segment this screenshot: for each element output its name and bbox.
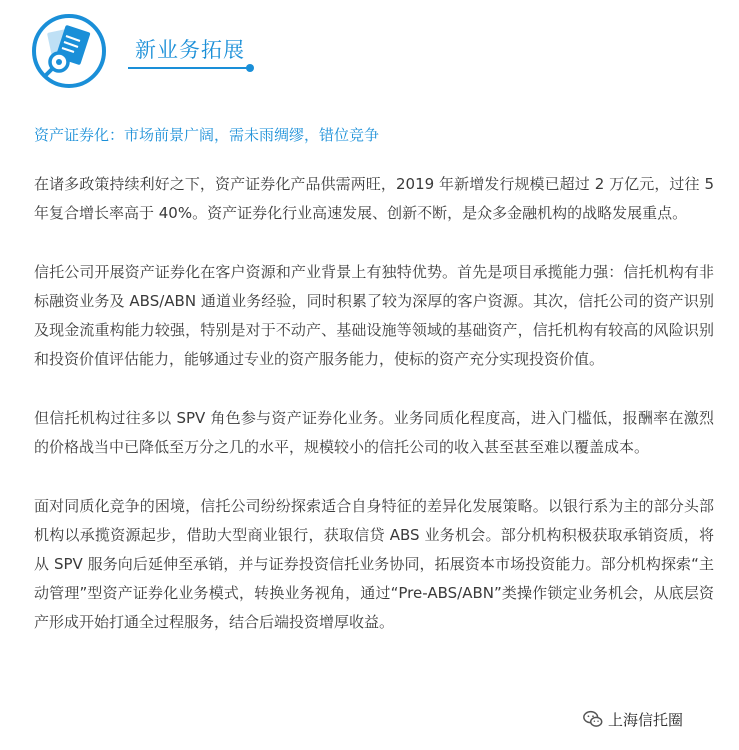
article-body (34, 170, 714, 667)
section-subtitle: 资产证券化：市场前景广阔，需未雨绸缪，错位竞争 (34, 126, 380, 144)
section-title: 新业务拓展 (135, 38, 245, 62)
wechat-icon (582, 708, 604, 730)
title-underline (128, 67, 250, 69)
paragraph: 但信托机构过往多以 SPV 角色参与资产证券化业务。业务同质化程度高，进入门槛低，报酬率在激烈的价格战当中已降低至万分之几的水平，规模较小的信托公司的收入甚至甚至难以覆盖成本。 (34, 409, 714, 456)
watermark-text: 上海信托圈 (608, 710, 684, 729)
paragraph: 面对同质化竞争的困境，信托公司纷纷探索适合自身特征的差异化发展策略。以银行系为主的部分头部机构以承揽资源起步，借助大型商业银行，获取信贷 ABS 业务机会。部分机构积极获取承销资质，将从 SPV 服务向后延伸至承销，并与证券投资信托业务协同，拓展资本市场投资能力。部分机构探索“主动管理”型资产证券化业务模式，转换业务视角，通过“Pre-ABS/ABN”类操作锁定业务机会，从底层资产形成开始打通全过程服务，结合后端投资增厚收益。 (34, 497, 714, 631)
watermark (578, 706, 687, 732)
document-search-icon (30, 12, 108, 90)
paragraph: 在诸多政策持续利好之下，资产证券化产品供需两旺，2019 年新增发行规模已超过 2 万亿元，过往 5 年复合增长率高于 40%。资产证券化行业高速发展、创新不断，是众多金融机构的战略发展重点。 (34, 175, 714, 222)
paragraph: 信托公司开展资产证券化在客户资源和产业背景上有独特优势。首先是项目承揽能力强：信托机构有非标融资业务及 ABS/ABN 通道业务经验，同时积累了较为深厚的客户资源。其次，信托公司的资产识别及现金流重构能力较强，特别是对于不动产、基础设施等领域的基础资产，信托机构有较高的风险识别和投资价值评估能力，能够通过专业的资产服务能力，使标的资产充分实现投资价值。 (34, 263, 714, 368)
section-header (30, 12, 730, 92)
